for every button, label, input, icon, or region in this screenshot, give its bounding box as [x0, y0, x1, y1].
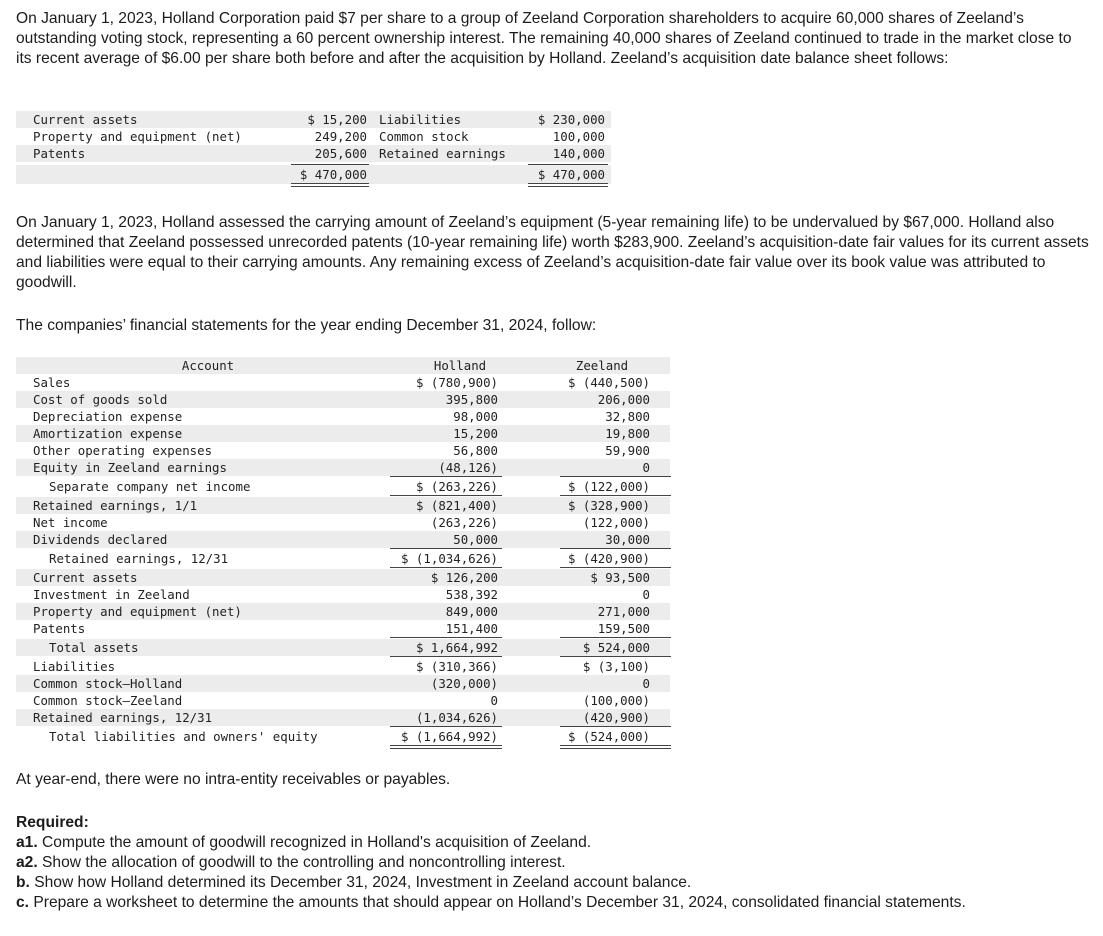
zeeland-value: $ (122,000) [567, 479, 650, 494]
required-item-a1: a1. Compute the amount of goodwill recognized in Holland's acquisition of Zeeland. [16, 834, 592, 851]
financial-statements-table [16, 357, 670, 747]
claim-value: $ 230,000 [537, 112, 605, 127]
zeeland-value: 32,800 [605, 409, 650, 424]
zeeland-value: (122,000) [582, 515, 650, 530]
account-label: Other operating expenses [33, 443, 213, 458]
column-header-account: Account [181, 358, 235, 373]
holland-value: 98,000 [453, 409, 498, 424]
account-label: Separate company net income [49, 479, 251, 494]
holland-value: $ 1,664,992 [415, 640, 498, 655]
zeeland-rule [560, 726, 671, 727]
zeeland-rule [560, 495, 671, 496]
holland-value: (1,034,626) [415, 710, 498, 725]
claim-value: 140,000 [552, 146, 605, 161]
holland-value: $ (1,664,992) [401, 729, 498, 744]
claim-value: 100,000 [552, 129, 605, 144]
zeeland-value: 159,500 [597, 621, 650, 636]
holland-value: 0 [490, 693, 498, 708]
holland-value: $ 126,200 [430, 570, 498, 585]
account-label: Patents [33, 621, 86, 636]
account-label: Liabilities [33, 659, 116, 674]
zeeland-rule [560, 548, 671, 549]
account-label: Retained earnings, 12/31 [49, 551, 229, 566]
asset-value: $ 15,200 [307, 112, 367, 127]
account-label: Investment in Zeeland [33, 587, 190, 602]
claim-label: Common stock [379, 129, 469, 144]
assessment-paragraph: On January 1, 2023, Holland assessed the carrying amount of Zeeland’s equipment (5-year remaining life) to be undervalued by $67,000. Holland also determined that Zeeland possessed unrecorded patents (10-year remaining life) worth $283,900. Zeeland’s acquisition-date fair values for its current assets and liabilities were equal to their carrying amounts. Any remaining excess of Zeeland’s acquisition-date fair value over its book value was attributed to goodwill. [16, 214, 1089, 291]
holland-value: $ (821,400) [415, 498, 498, 513]
holland-value: 151,400 [445, 621, 498, 636]
holland-value: 395,800 [445, 392, 498, 407]
total-assets: $ 470,000 [299, 167, 367, 182]
holland-rule [390, 567, 502, 568]
acquisition-balance-sheet [16, 109, 611, 193]
zeeland-value: $ (328,900) [567, 498, 650, 513]
subtotal-rule [528, 164, 608, 165]
holland-double-rule [390, 745, 502, 749]
holland-value: $ (780,900) [415, 375, 498, 390]
row-band [16, 145, 611, 162]
asset-label: Property and equipment (net) [33, 129, 242, 144]
year-end-note: At year-end, there were no intra-entity receivables or payables. [16, 771, 451, 788]
holland-rule [390, 656, 502, 657]
holland-value: $ (1,034,626) [401, 551, 498, 566]
zeeland-value: $ (440,500) [567, 375, 650, 390]
column-header-holland: Holland [433, 358, 487, 373]
account-label: Cost of goods sold [33, 392, 168, 407]
zeeland-value: (420,900) [582, 710, 650, 725]
claim-label: Liabilities [379, 112, 462, 127]
account-label: Depreciation expense [33, 409, 183, 424]
holland-rule [390, 726, 502, 727]
zeeland-value: 0 [642, 676, 650, 691]
zeeland-value: (100,000) [582, 693, 650, 708]
zeeland-value: $ (524,000) [567, 729, 650, 744]
zeeland-value: 0 [642, 587, 650, 602]
intro-paragraph: On January 1, 2023, Holland Corporation paid $7 per share to a group of Zeeland Corporation shareholders to acquire 60,000 shares of Zeeland’s outstanding voting stock, representing a 60 percent ownership interest. The remaining 40,000 shares of Zeeland continued to trade in the market close to its recent average of $6.00 per share both before and after the acquisition by Holland. Zeeland’s acquisition date balance sheet follows: [16, 10, 1072, 67]
account-label: Sales [33, 375, 71, 390]
zeeland-rule [560, 567, 671, 568]
holland-rule [390, 637, 502, 638]
holland-value: 50,000 [453, 532, 498, 547]
zeeland-value: 59,900 [605, 443, 650, 458]
required-item-b: b. Show how Holland determined its December 31, 2024, Investment in Zeeland account balance. [16, 874, 692, 891]
holland-value: $ (310,366) [415, 659, 498, 674]
holland-value: 849,000 [445, 604, 498, 619]
holland-rule [390, 548, 502, 549]
zeeland-value: 271,000 [597, 604, 650, 619]
required-item-a2: a2. Show the allocation of goodwill to the controlling and noncontrolling interest. [16, 854, 566, 871]
account-label: Common stock—Zeeland [33, 693, 183, 708]
asset-label: Current assets [33, 112, 138, 127]
zeeland-rule [560, 637, 671, 638]
account-label: Retained earnings, 12/31 [33, 710, 213, 725]
account-label: Equity in Zeeland earnings [33, 460, 227, 475]
zeeland-value: 30,000 [605, 532, 650, 547]
holland-value: $ (263,226) [415, 479, 498, 494]
holland-rule [390, 476, 502, 477]
asset-value: 249,200 [314, 129, 367, 144]
account-label: Total liabilities and owners' equity [49, 729, 318, 744]
account-label: Retained earnings, 1/1 [33, 498, 198, 513]
required-heading: Required: [16, 814, 89, 831]
required-item-c: c. Prepare a worksheet to determine the amounts that should appear on Holland’s December 31, 2024, consolidated financial statements. [16, 894, 966, 911]
account-label: Amortization expense [33, 426, 183, 441]
account-label: Net income [33, 515, 108, 530]
total-claims: $ 470,000 [537, 167, 605, 182]
zeeland-double-rule [560, 745, 671, 749]
total-rule [528, 183, 608, 187]
holland-value: (48,126) [438, 460, 498, 475]
zeeland-value: 19,800 [605, 426, 650, 441]
zeeland-rule [560, 656, 671, 657]
holland-value: (320,000) [430, 676, 498, 691]
subtotal-rule [291, 164, 369, 165]
zeeland-rule [560, 476, 671, 477]
asset-value: 205,600 [314, 146, 367, 161]
account-label: Common stock—Holland [33, 676, 183, 691]
account-label: Total assets [49, 640, 139, 655]
holland-value: 538,392 [445, 587, 498, 602]
account-label: Property and equipment (net) [33, 604, 242, 619]
column-header-zeeland: Zeeland [575, 358, 629, 373]
zeeland-value: $ 524,000 [582, 640, 650, 655]
holland-rule [390, 495, 502, 496]
holland-value: 56,800 [453, 443, 498, 458]
holland-value: (263,226) [430, 515, 498, 530]
statements-intro: The companies’ financial statements for the year ending December 31, 2024, follow: [16, 317, 597, 334]
account-label: Current assets [33, 570, 138, 585]
total-rule [291, 183, 369, 187]
account-label: Dividends declared [33, 532, 168, 547]
zeeland-value: $ (420,900) [567, 551, 650, 566]
claim-label: Retained earnings [379, 146, 506, 161]
zeeland-value: 0 [642, 460, 650, 475]
zeeland-value: $ (3,100) [582, 659, 650, 674]
zeeland-value: 206,000 [597, 392, 650, 407]
zeeland-value: $ 93,500 [590, 570, 650, 585]
holland-value: 15,200 [453, 426, 498, 441]
required-section [16, 813, 1091, 913]
asset-label: Patents [33, 146, 86, 161]
